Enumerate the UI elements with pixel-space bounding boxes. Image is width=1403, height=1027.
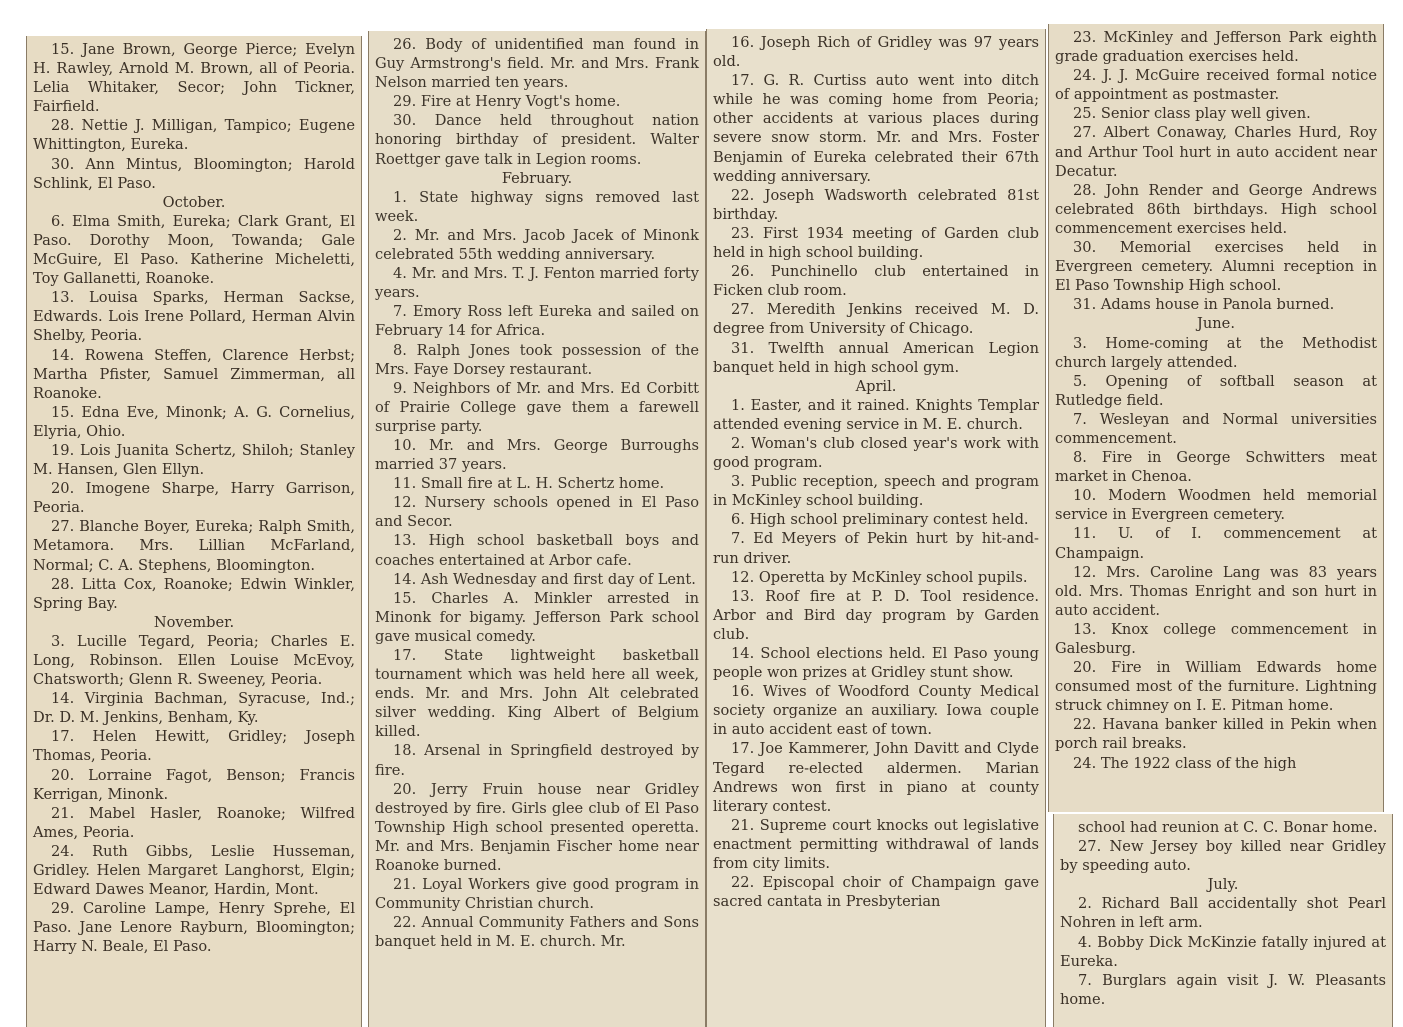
entry-paragraph: 9. Neighbors of Mr. and Mrs. Ed Corbitt of Prairie College gave them a farewell surprise party. — [375, 379, 699, 435]
entry-paragraph: 25. Senior class play well given. — [1073, 105, 1311, 123]
entry-paragraph: 10. Modern Woodmen held memorial service in Evergreen cemetery. — [1055, 487, 1377, 524]
entry-paragraph: 30. Memorial exercises held in Evergreen cemetery. Alumni reception in El Paso Township High school. — [1055, 239, 1377, 295]
entry-paragraph: 28. Litta Cox, Roanoke; Edwin Winkler, Spring Bay. — [33, 575, 355, 612]
entry-paragraph: 27. Albert Conaway, Charles Hurd, Roy and Arthur Tool hurt in auto accident near Decatur. — [1055, 124, 1377, 180]
entry-paragraph: 20. Lorraine Fagot, Benson; Francis Kerrigan, Minonk. — [33, 766, 355, 803]
entry-paragraph: 2. Woman's club closed year's work with good program. — [713, 434, 1039, 472]
month-heading: July. — [1207, 876, 1239, 894]
entry-paragraph: 5. Opening of softball season at Rutledge field. — [1055, 372, 1377, 409]
entry-paragraph: 21. Loyal Workers give good program in Community Christian church. — [375, 876, 699, 913]
entry-paragraph: 28. Nettie J. Milligan, Tampico; Eugene Whittington, Eureka. — [33, 117, 355, 154]
entry-paragraph: 20. Fire in William Edwards home consumed most of the furniture. Lightning struck chimney on I. E. Pitman home. — [1055, 659, 1377, 715]
column-4-top — [1048, 24, 1384, 812]
entry-paragraph: 21. Mabel Hasler, Roanoke; Wilfred Ames, Peoria. — [33, 804, 355, 841]
entry-paragraph: 16. Joseph Rich of Gridley was 97 years old. — [713, 34, 1039, 71]
entry-paragraph: 7. Ed Meyers of Pekin hurt by hit-and-run driver. — [713, 530, 1039, 567]
entry-paragraph: 10. Mr. and Mrs. George Burroughs married 37 years. — [375, 436, 699, 474]
month-heading: November. — [153, 613, 235, 631]
entry-paragraph: 7. Emory Ross left Eureka and sailed on February 14 for Africa. — [375, 303, 699, 340]
entry-paragraph: 31. Adams house in Panola burned. — [1073, 296, 1335, 314]
entry-paragraph: 30. Dance held throughout nation honoring birthday of president. Walter Roettger gave talk in Legion rooms. — [375, 112, 699, 168]
entry-paragraph: 22. Episcopal choir of Champaign gave sacred cantata in Presbyterian — [713, 874, 1039, 911]
entry-paragraph: 27. Meredith Jenkins received M. D. degree from University of Chicago. — [713, 301, 1039, 338]
entry-paragraph: 22. Joseph Wadsworth celebrated 81st birthday. — [713, 186, 1039, 223]
entry-paragraph: 12. Nursery schools opened in El Paso and Secor. — [375, 494, 699, 531]
entry-paragraph: 13. Louisa Sparks, Herman Sackse, Edwards. Lois Irene Pollard, Herman Alvin Shelby, Peoria. — [33, 289, 355, 345]
entry-paragraph: 3. Home-coming at the Methodist church largely attended. — [1055, 334, 1377, 371]
entry-paragraph: 30. Ann Mintus, Bloomington; Harold Schlink, El Paso. — [33, 155, 355, 192]
entry-paragraph: 20. Jerry Fruin house near Gridley destroyed by fire. Girls glee club of El Paso Township High school presented operetta. Mr. and Mrs. Benjamin Fischer home near Roanoke burned. — [375, 780, 699, 875]
entry-paragraph: 17. State lightweight basketball tournament which was held here all week, ends. Mr. and Mrs. John Alt celebrated silver wedding. King Albert of Belgium killed. — [375, 647, 699, 741]
entry-paragraph: 3. Lucille Tegard, Peoria; Charles E. Long, Robinson. Ellen Louise McEvoy, Chatsworth; Glenn R. Sweeney, Peoria. — [33, 632, 355, 689]
entry-paragraph: 12. Mrs. Caroline Lang was 83 years old. Mrs. Thomas Enright and son hurt in auto accident. — [1055, 563, 1377, 619]
entry-paragraph: 18. Arsenal in Springfield destroyed by fire. — [375, 742, 699, 779]
entry-paragraph: 22. Havana banker killed in Pekin when porch rail breaks. — [1055, 716, 1377, 753]
column-2 — [368, 31, 706, 1027]
entry-paragraph: 14. Virginia Bachman, Syracuse, Ind.; Dr. D. M. Jenkins, Benham, Ky. — [33, 690, 355, 727]
entry-paragraph: 16. Wives of Woodford County Medical society organize an auxiliary. Iowa couple in auto accident east of town. — [713, 683, 1039, 739]
entry-paragraph: 2. Mr. and Mrs. Jacob Jacek of Minonk celebrated 55th wedding anniversary. — [375, 226, 699, 264]
entry-paragraph: 24. J. J. McGuire received formal notice of appointment as postmaster. — [1055, 67, 1377, 104]
entry-paragraph: 15. Charles A. Minkler arrested in Minonk for bigamy. Jefferson Park school gave musical comedy. — [375, 589, 699, 645]
entry-paragraph: 1. Easter, and it rained. Knights Templar attended evening service in M. E. church. — [713, 396, 1039, 433]
entry-paragraph: 19. Lois Juanita Schertz, Shiloh; Stanley M. Hansen, Glen Ellyn. — [33, 441, 355, 479]
month-heading: February. — [501, 169, 573, 187]
entry-paragraph: 14. Ash Wednesday and first day of Lent. — [393, 570, 696, 588]
entry-paragraph: 11. U. of I. commencement at Champaign. — [1055, 525, 1377, 562]
entry-paragraph: 17. Helen Hewitt, Gridley; Joseph Thomas, Peoria. — [33, 728, 355, 765]
month-heading: June. — [1197, 315, 1235, 333]
entry-paragraph: 4. Bobby Dick McKinzie fatally injured at Eureka. — [1060, 933, 1386, 970]
entry-paragraph: 6. High school preliminary contest held. — [731, 511, 1029, 529]
entry-paragraph: 15. Jane Brown, George Pierce; Evelyn H. Rawley, Arnold M. Brown, all of Peoria. Lelia Whitaker, Secor; John Tickner, Fairfield. — [33, 41, 355, 116]
entry-paragraph: 31. Twelfth annual American Legion banquet held in high school gym. — [713, 339, 1039, 376]
entry-paragraph: 3. Public reception, speech and program in McKinley school building. — [713, 473, 1039, 510]
entry-paragraph: 13. Knox college commencement in Galesburg. — [1055, 620, 1377, 657]
entry-paragraph: 7. Wesleyan and Normal universities commencement. — [1055, 410, 1377, 447]
column-4-bottom-clipping — [1053, 814, 1393, 1027]
entry-paragraph: 24. The 1922 class of the high — [1073, 754, 1297, 772]
entry-paragraph: 2. Richard Ball accidentally shot Pearl Nohren in left arm. — [1060, 895, 1386, 932]
entry-paragraph: 8. Fire in George Schwitters meat market in Chenoa. — [1055, 449, 1377, 486]
entry-paragraph: 7. Burglars again visit J. W. Pleasants home. — [1060, 971, 1386, 1008]
entry-paragraph: 29. Fire at Henry Vogt's home. — [393, 93, 621, 111]
entry-paragraph: 4. Mr. and Mrs. T. J. Fenton married forty years. — [375, 265, 699, 302]
month-heading: October. — [162, 193, 226, 211]
entry-paragraph: 21. Supreme court knocks out legislative enactment permitting withdrawal of lands from city limits. — [713, 816, 1039, 873]
month-heading: April. — [855, 377, 897, 395]
entry-paragraph: 23. First 1934 meeting of Garden club held in high school building. — [713, 224, 1039, 262]
entry-paragraph: 12. Operetta by McKinley school pupils. — [731, 568, 1028, 586]
entry-paragraph: 8. Ralph Jones took possession of the Mrs. Faye Dorsey restaurant. — [375, 341, 699, 378]
entry-paragraph: 22. Annual Community Fathers and Sons banquet held in M. E. church. Mr. — [375, 914, 699, 951]
entry-paragraph: 17. Joe Kammerer, John Davitt and Clyde Tegard re-elected aldermen. Marian Andrews won first in piano at county literary contest. — [713, 740, 1039, 815]
entry-paragraph: 6. Elma Smith, Eureka; Clark Grant, El Paso. Dorothy Moon, Towanda; Gale McGuire, El Paso. Katherine Micheletti, Toy Gallanetti, Roanoke. — [33, 212, 355, 288]
entry-paragraph: 28. John Render and George Andrews celebrated 86th birthdays. High school commencement exercises held. — [1055, 181, 1377, 237]
entry-paragraph: 13. Roof fire at P. D. Tool residence. Arbor and Bird day program by Garden club. — [713, 587, 1039, 643]
entry-paragraph: 26. Punchinello club entertained in Ficken club room. — [713, 263, 1039, 300]
entry-paragraph: 14. School elections held. El Paso young people won prizes at Gridley stunt show. — [713, 645, 1039, 682]
entry-paragraph: 24. Ruth Gibbs, Leslie Husseman, Gridley. Helen Margaret Langhorst, Elgin; Edward Dawes Meanor, Hardin, Mont. — [33, 842, 355, 899]
entry-paragraph: 1. State highway signs removed last week. — [375, 188, 699, 225]
entry-paragraph: 15. Edna Eve, Minonk; A. G. Cornelius, Elyria, Ohio. — [33, 403, 355, 440]
column-3 — [706, 29, 1046, 1027]
entry-paragraph: 27. New Jersey boy killed near Gridley by speeding auto. — [1060, 838, 1386, 875]
entry-paragraph: 29. Caroline Lampe, Henry Sprehe, El Paso. Jane Lenore Rayburn, Bloomington; Harry N. Beale, El Paso. — [33, 900, 355, 956]
entry-paragraph: 23. McKinley and Jefferson Park eighth grade graduation exercises held. — [1055, 29, 1377, 66]
entry-paragraph: 27. Blanche Boyer, Eureka; Ralph Smith, Metamora. Mrs. Lillian McFarland, Normal; C. A. Stephens, Bloomington. — [33, 518, 355, 574]
column-1 — [26, 36, 362, 1027]
entry-paragraph: 11. Small fire at L. H. Schertz home. — [393, 475, 665, 493]
entry-paragraph: 13. High school basketball boys and coaches entertained at Arbor cafe. — [375, 532, 699, 569]
entry-paragraph: 20. Imogene Sharpe, Harry Garrison, Peoria. — [33, 480, 355, 517]
entry-paragraph: 14. Rowena Steffen, Clarence Herbst; Martha Pfister, Samuel Zimmerman, all Roanoke. — [33, 346, 355, 402]
entry-paragraph: 26. Body of unidentified man found in Guy Armstrong's field. Mr. and Mrs. Frank Nelson married ten years. — [375, 36, 699, 92]
entry-paragraph: school had reunion at C. C. Bonar home. — [1078, 819, 1378, 836]
entry-paragraph: 17. G. R. Curtiss auto went into ditch while he was coming home from Peoria; other accidents at various places during severe snow storm. Mr. and Mrs. Foster Benjamin of Eureka celebrated their 67th wedding anniversary. — [713, 72, 1039, 185]
